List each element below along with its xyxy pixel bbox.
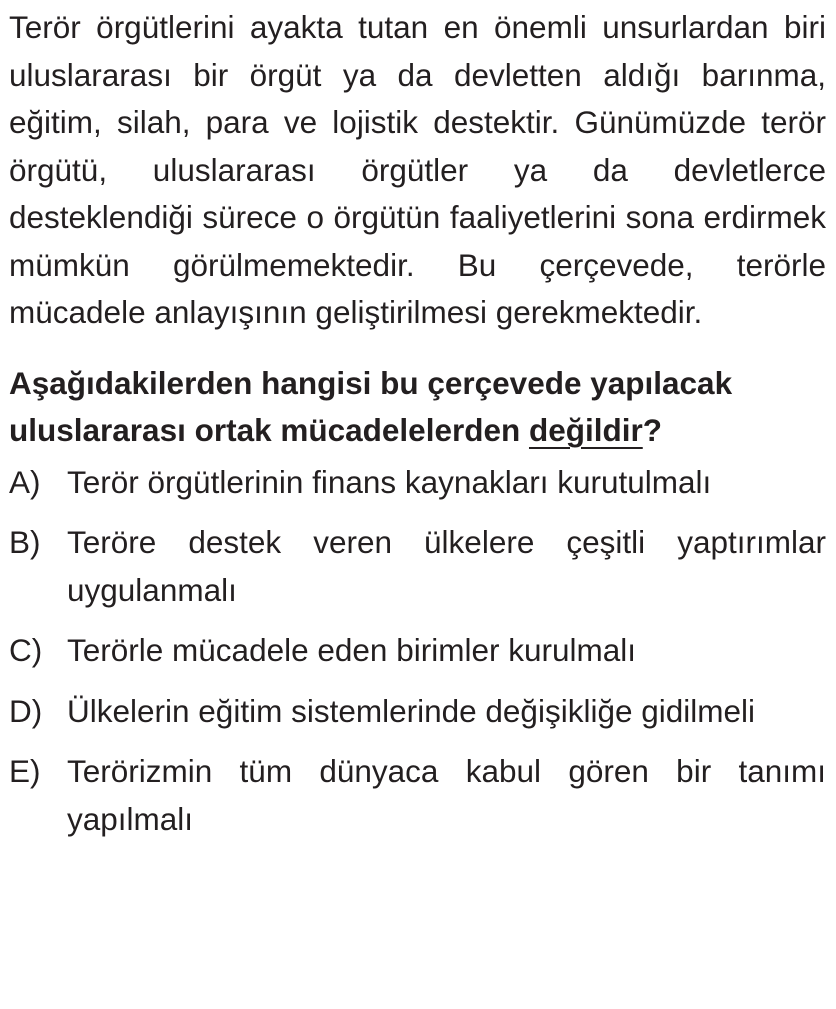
answer-option-b[interactable] [9,519,826,614]
question-stem [9,360,826,455]
question-stem-prefix: Aşağıdakilerden hangisi bu çerçevede yapılacak uluslararası ortak mücadelelerden [9,364,733,448]
answer-option-e[interactable] [9,748,826,843]
option-text: Terörle mücadele eden birimler kurulmalı [67,632,636,668]
answer-option-c[interactable] [9,627,826,675]
option-letter: E) [9,753,41,789]
option-letter: D) [9,692,43,729]
answer-option-d[interactable] [9,688,826,736]
question-passage: Terör örgütlerini ayakta tutan en önemli unsurlardan biri uluslararası bir örgüt ya da devletten aldığı barınma, eğitim, silah, para ve lojistik destektir. Günümüzde terör örgütü, uluslararası örgütler ya da devletlerce desteklendiği sürece o örgütün faaliyetlerini sona erdirmek mümkün görülmemektedir. Bu çerçevede, terörle mücadele anlayışının geliştirilmesi gerekmektedir. [9,9,826,330]
option-text: Terör örgütlerinin finans kaynakları kurutulmalı [67,463,712,500]
question-stem-emphasis: değildir [528,412,643,448]
option-text: Teröre destek veren ülkelere çeşitli yaptırımlar uygulanmalı [67,524,826,608]
option-letter: C) [9,632,43,668]
option-letter: B) [9,524,41,560]
question-stem-suffix: ? [642,412,662,448]
option-text: Ülkelerin eğitim sistemlerinde değişikliğe gidilmeli [67,692,756,729]
answer-options [9,459,826,844]
option-letter: A) [9,463,41,500]
option-text: Terörizmin tüm dünyaca kabul gören bir tanımı yapılmalı [67,753,826,837]
answer-option-a[interactable] [9,459,826,507]
